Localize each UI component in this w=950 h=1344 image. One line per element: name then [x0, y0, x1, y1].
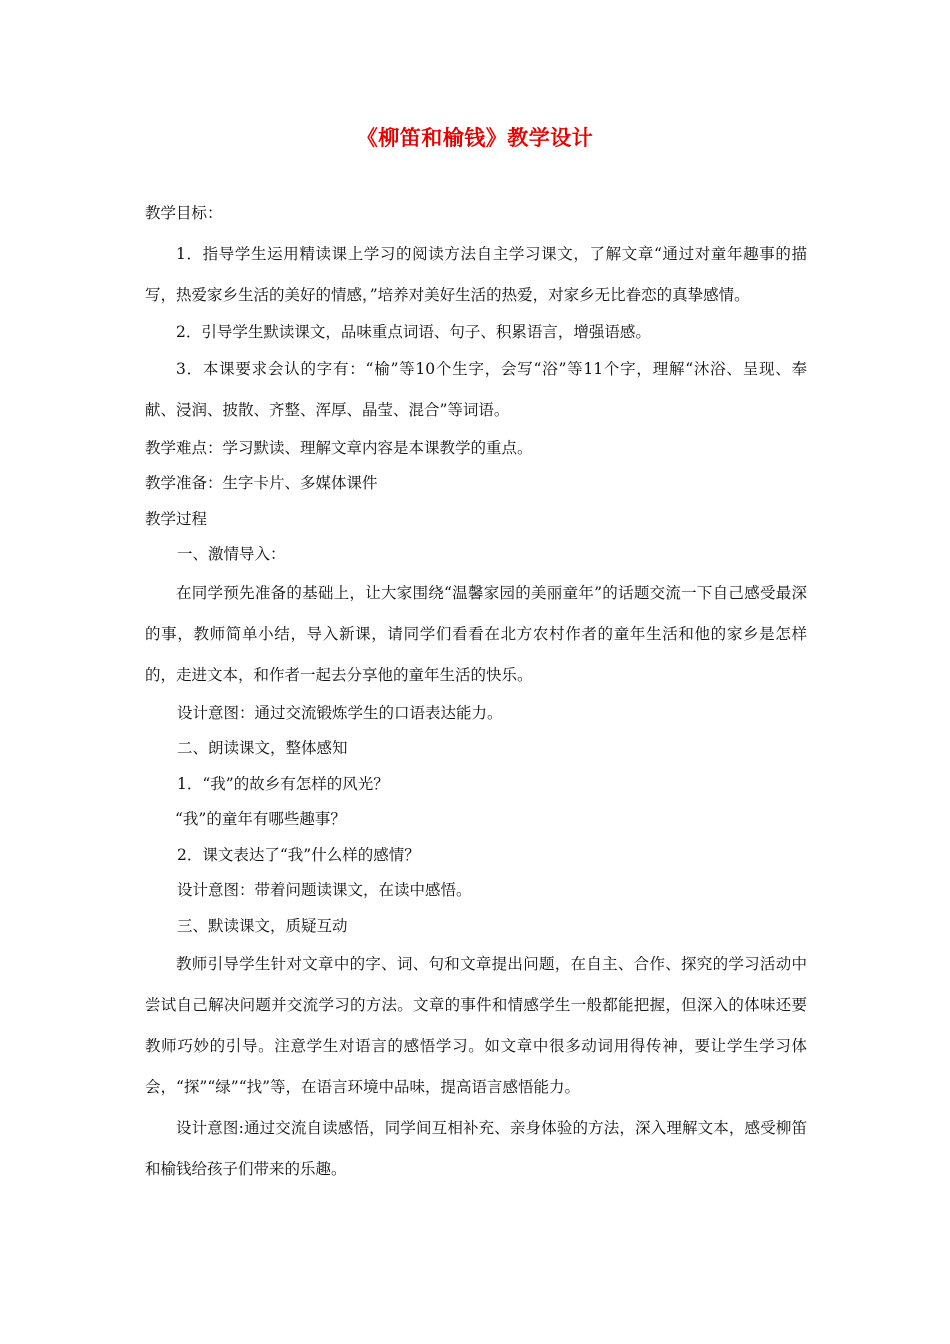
step1-text: 在同学预先准备的基础上，让大家围绕“温馨家园的美丽童年”的话题交流一下自己感受最深的事，教师简单小结，导入新课，请同学们看看在北方农村作者的童年生活和他的家乡是怎样的，走进文本，和作者一起去分享他的童年生活的快乐。 [145, 583, 807, 684]
document-title: 《柳笛和榆钱》教学设计 [356, 126, 594, 150]
teaching-difficulty: 教学难点：学习默读、理解文章内容是本课教学的重点。 [145, 438, 533, 457]
step2-question-1b: “我”的童年有哪些趣事？ [175, 810, 346, 828]
document-body [145, 196, 807, 1190]
step1-heading: 一、激情导入： [177, 545, 286, 563]
objective-3: 3．本课要求会认的字有：“榆”等10个生字，会写“浴”等11个字，理解“沐浴、呈现、奉献、浸润、披散、齐整、浑厚、晶莹、混合”等词语。 [145, 359, 807, 419]
step2-heading: 二、朗读课文，整体感知 [177, 739, 348, 757]
step3-heading: 三、默读课文，质疑互动 [177, 916, 348, 935]
step2-question-1: 1．“我”的故乡有怎样的风光？ [177, 774, 389, 793]
step2-intent: 设计意图：带着问题读课文，在读中感悟。 [177, 881, 472, 899]
step2-question-2: 2．课文表达了“我”什么样的感情？ [177, 845, 420, 864]
objective-1: 1．指导学生运用精读课上学习的阅读方法自主学习课文，了解文章“通过对童年趣事的描写，热爱家乡生活的美好的情感，”培养对美好生活的热爱，对家乡无比眷恋的真挚感情。 [145, 244, 807, 304]
objective-2: 2．引导学生默读课文，品味重点词语、句子、积累语言，增强语感。 [176, 322, 651, 341]
teaching-preparation: 教学准备：生字卡片、多媒体课件 [145, 474, 378, 492]
process-heading: 教学过程 [145, 509, 208, 528]
step1-intent: 设计意图：通过交流锻炼学生的口语表达能力。 [177, 703, 503, 722]
step3-text: 教师引导学生针对文章中的字、词、句和文章提出问题，在自主、合作、探究的学习活动中尝试自己解决问题并交流学习的方法。文章的事件和情感学生一般都能把握，但深入的体味还要教师巧妙的引导。注意学生对语言的感悟学习。如文章中很多动词用得传神，要让学生学习体会，“探”“绿”“找”等，在语言环境中品味，提高语言感悟能力。 [145, 955, 807, 1096]
step3-intent: 设计意图:通过交流自读感悟，同学间互相补充、亲身体验的方法，深入理解文本，感受柳笛和榆钱给孩子们带来的乐趣。 [145, 1119, 807, 1178]
objectives-heading: 教学目标： [145, 204, 223, 222]
